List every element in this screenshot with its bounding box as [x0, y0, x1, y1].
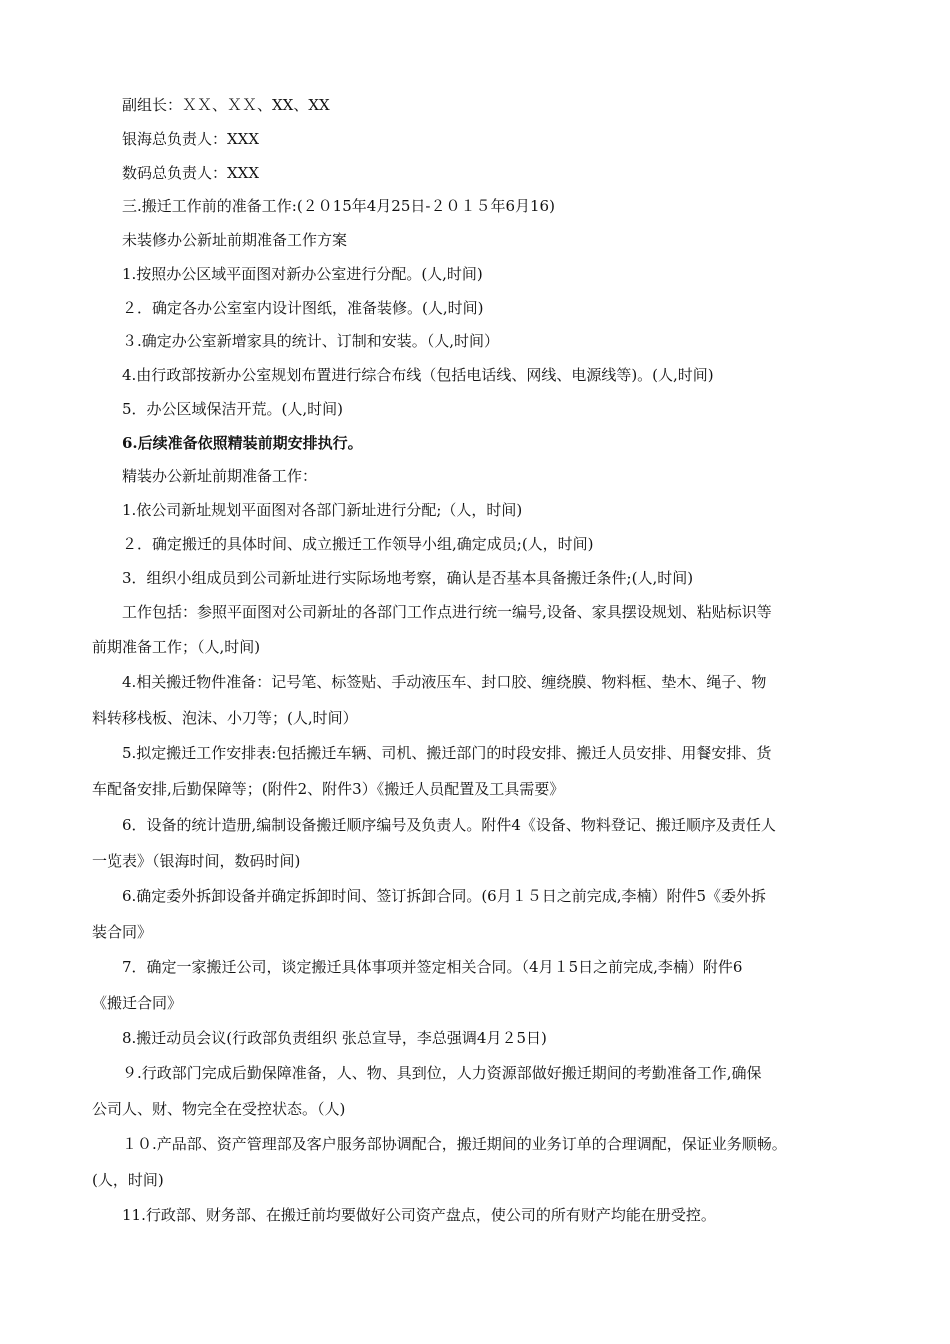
renovated-item-1: 1.依公司新址规划平面图对各部门新址进行分配;（人，时间) — [122, 501, 523, 519]
renovated-item-10-line-2: (人，时间) — [92, 1171, 164, 1189]
renovated-item-7-line-2: 《搬迁合同》 — [92, 994, 183, 1012]
unrenovated-item-2: ２．确定各办公室室内设计图纸，准备装修。(人,时间) — [122, 299, 484, 317]
section-three-heading: 三.搬迁工作前的准备工作:(２０15年4月25日-２０１５年6月16) — [122, 197, 555, 215]
renovated-item-6-line-1: 6．设备的统计造册,编制设备搬迁顺序编号及负责人。附件4《设备、物料登记、搬迁顺序及责任人 — [122, 816, 776, 834]
renovated-item-6-line-2: 一览表》（银海时间，数码时间) — [92, 852, 301, 870]
renovated-item-5-line-1: 5.拟定搬迁工作安排表:包括搬迁车辆、司机、搬迁部门的时段安排、搬迁人员安排、用餐安排、货 — [122, 744, 772, 762]
vice-leader-line: 副组长：ＸＸ、ＸＸ、XX、XX — [122, 96, 330, 114]
renovated-item-4-line-2: 料转移栈板、泡沫、小刀等；(人,时间） — [92, 709, 358, 727]
renovated-item-10-line-1: １０.产品部、资产管理部及客户服务部协调配合，搬迁期间的业务订单的合理调配，保证业务顺畅。 — [122, 1135, 787, 1153]
renovated-item-11: 11.行政部、财务部、在搬迁前均要做好公司资产盘点，使公司的所有财产均能在册受控。 — [122, 1206, 716, 1224]
renovated-item-4-line-1: 4.相关搬迁物件准备：记号笔、标签贴、手动液压车、封口胶、缠绕膜、物料框、垫木、绳子、物 — [122, 673, 767, 691]
unrenovated-item-1: 1.按照办公区域平面图对新办公室进行分配。(人,时间) — [122, 265, 483, 283]
work-scope-line-2: 前期准备工作；（人,时间) — [92, 638, 261, 656]
renovated-item-2: ２．确定搬迁的具体时间、成立搬迁工作领导小组,确定成员;(人，时间) — [122, 535, 594, 553]
unrenovated-item-3: ３.确定办公室新增家具的统计、订制和安装。（人,时间） — [122, 332, 500, 350]
renovated-item-7-line-1: 7．确定一家搬迁公司，谈定搬迁具体事项并签定相关合同。（4月１5日之前完成,李楠）附件6 — [122, 958, 743, 976]
digital-manager-line: 数码总负责人：XXX — [122, 164, 260, 182]
renovated-item-5-line-2: 车配备安排,后勤保障等；(附件2、附件3）《搬迁人员配置及工具需要》 — [92, 780, 565, 798]
unrenovated-item-4: 4.由行政部按新办公室规划布置进行综合布线（包括电话线、网线、电源线等)。(人,时间) — [122, 366, 714, 384]
unrenovated-item-5: 5．办公区域保洁开荒。(人,时间) — [122, 400, 344, 418]
unrenovated-item-6: 6.后续准备依照精装前期安排执行。 — [122, 434, 363, 452]
renovated-plan-heading: 精装办公新址前期准备工作： — [122, 467, 318, 485]
unrenovated-plan-heading: 未装修办公新址前期准备工作方案 — [122, 231, 348, 249]
work-scope-line-1: 工作包括：参照平面图对公司新址的各部门工作点进行统一编号,设备、家具摆设规划、粘贴标识等 — [122, 603, 772, 621]
renovated-item-9-line-1: ９.行政部门完成后勤保障准备，人、物、具到位，人力资源部做好搬迁期间的考勤准备工作,确保 — [122, 1064, 762, 1082]
renovated-item-8: 8.搬迁动员会议(行政部负责组织 张总宣导，李总强调4月２5日) — [122, 1029, 547, 1047]
renovated-item-3: 3．组织小组成员到公司新址进行实际场地考察，确认是否基本具备搬迁条件;(人,时间) — [122, 569, 694, 587]
yinhai-manager-line: 银海总负责人：XXX — [122, 130, 260, 148]
renovated-item-9-line-2: 公司人、财、物完全在受控状态。（人) — [92, 1100, 346, 1118]
renovated-item-6b-line-1: 6.确定委外拆卸设备并确定拆卸时间、签订拆卸合同。(6月１５日之前完成,李楠）附件5《委外拆 — [122, 887, 767, 905]
renovated-item-6b-line-2: 装合同》 — [92, 923, 153, 941]
